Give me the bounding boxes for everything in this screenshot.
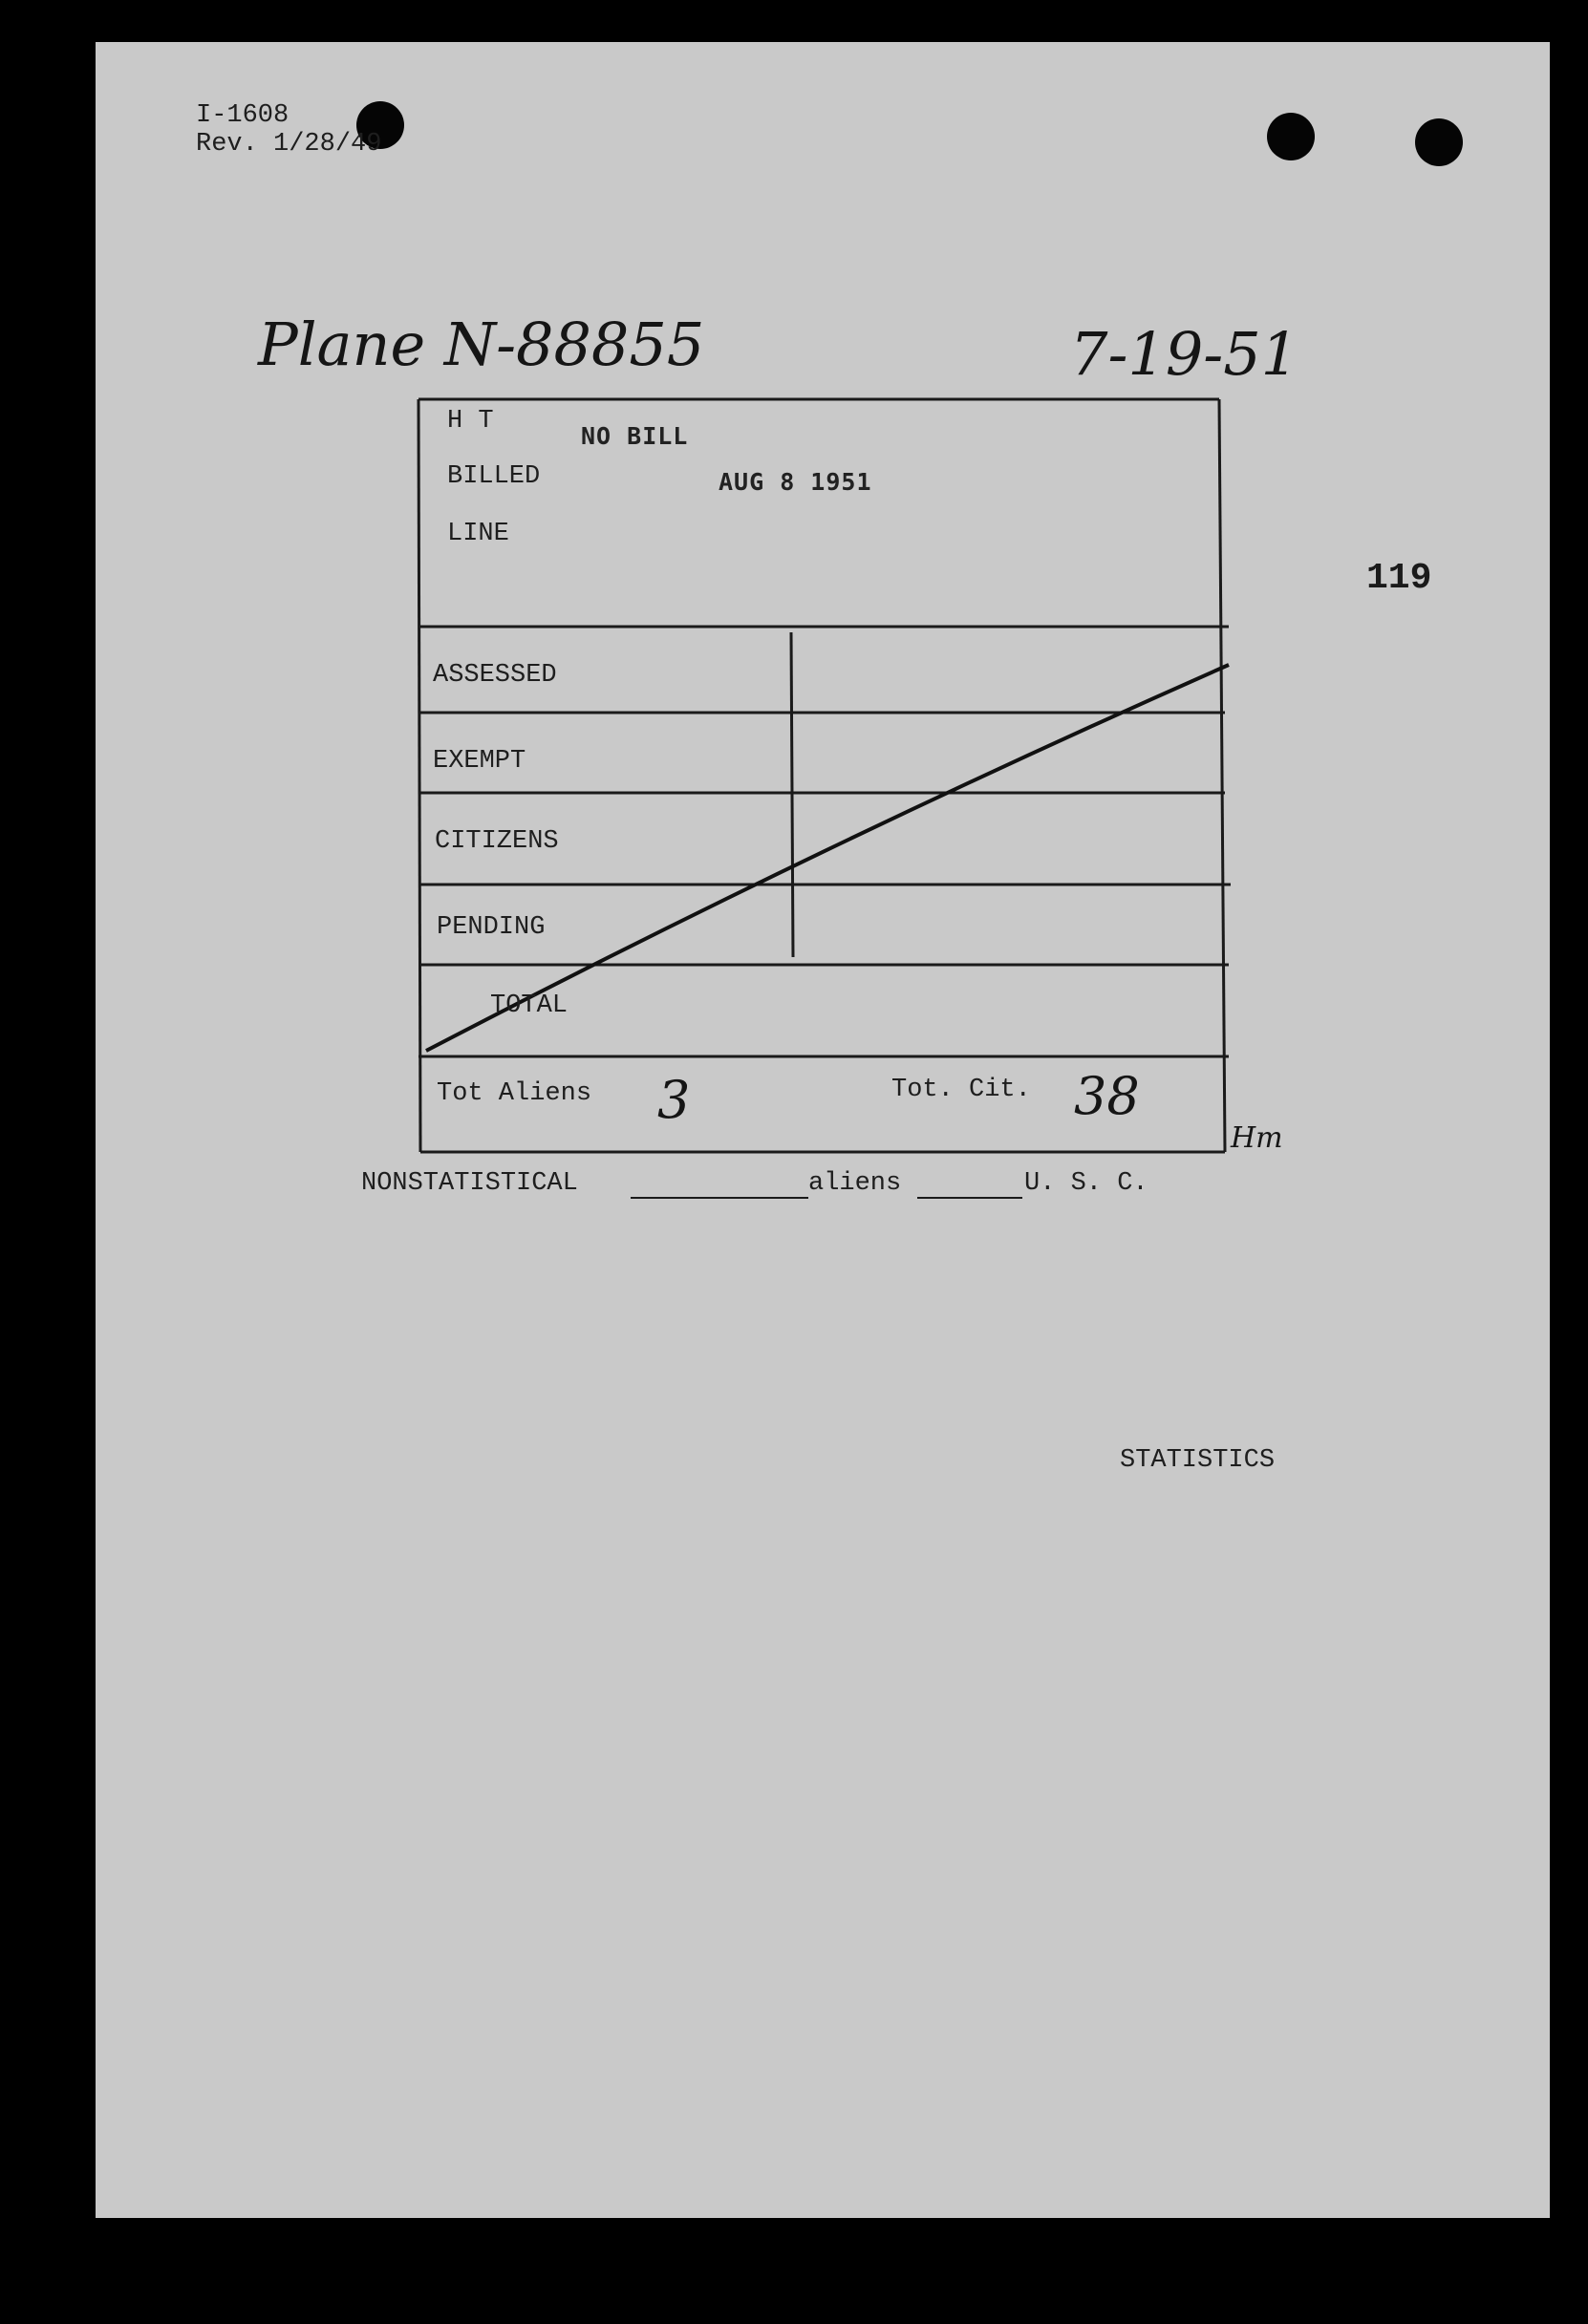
billed-label: BILLED <box>447 462 541 491</box>
stamp-date: AUG 8 1951 <box>719 468 872 496</box>
document-page <box>96 42 1550 2218</box>
form-revision: Rev. 1/28/49 <box>196 130 382 159</box>
total-label: TOTAL <box>490 991 569 1020</box>
page-number: 119 <box>1366 558 1432 599</box>
form-box <box>96 42 1550 1284</box>
row-label-pending: PENDING <box>437 913 546 942</box>
stamp-no-bill: NO BILL <box>581 422 689 450</box>
ht-label: H T <box>447 407 494 436</box>
tot-aliens-label: Tot Aliens <box>437 1079 592 1108</box>
initials-handwritten: Hm <box>1231 1121 1283 1155</box>
nonstatistical-label: NONSTATISTICAL <box>361 1169 578 1198</box>
tot-cit-value: 38 <box>1074 1066 1140 1126</box>
aliens-label: aliens <box>808 1169 902 1198</box>
row-label-exempt: EXEMPT <box>433 747 526 776</box>
form-number: I-1608 <box>196 101 290 130</box>
row-label-assessed: ASSESSED <box>433 661 557 690</box>
tot-aliens-value: 3 <box>657 1070 691 1130</box>
usc-label: U. S. C. <box>1024 1169 1148 1198</box>
plane-number-handwritten: Plane N-88855 <box>258 309 705 379</box>
row-label-citizens: CITIZENS <box>435 827 559 856</box>
date-handwritten: 7-19-51 <box>1070 319 1299 389</box>
statistics-label: STATISTICS <box>1120 1446 1276 1475</box>
line-label: LINE <box>447 520 509 548</box>
tot-cit-label: Tot. Cit. <box>891 1076 1031 1104</box>
